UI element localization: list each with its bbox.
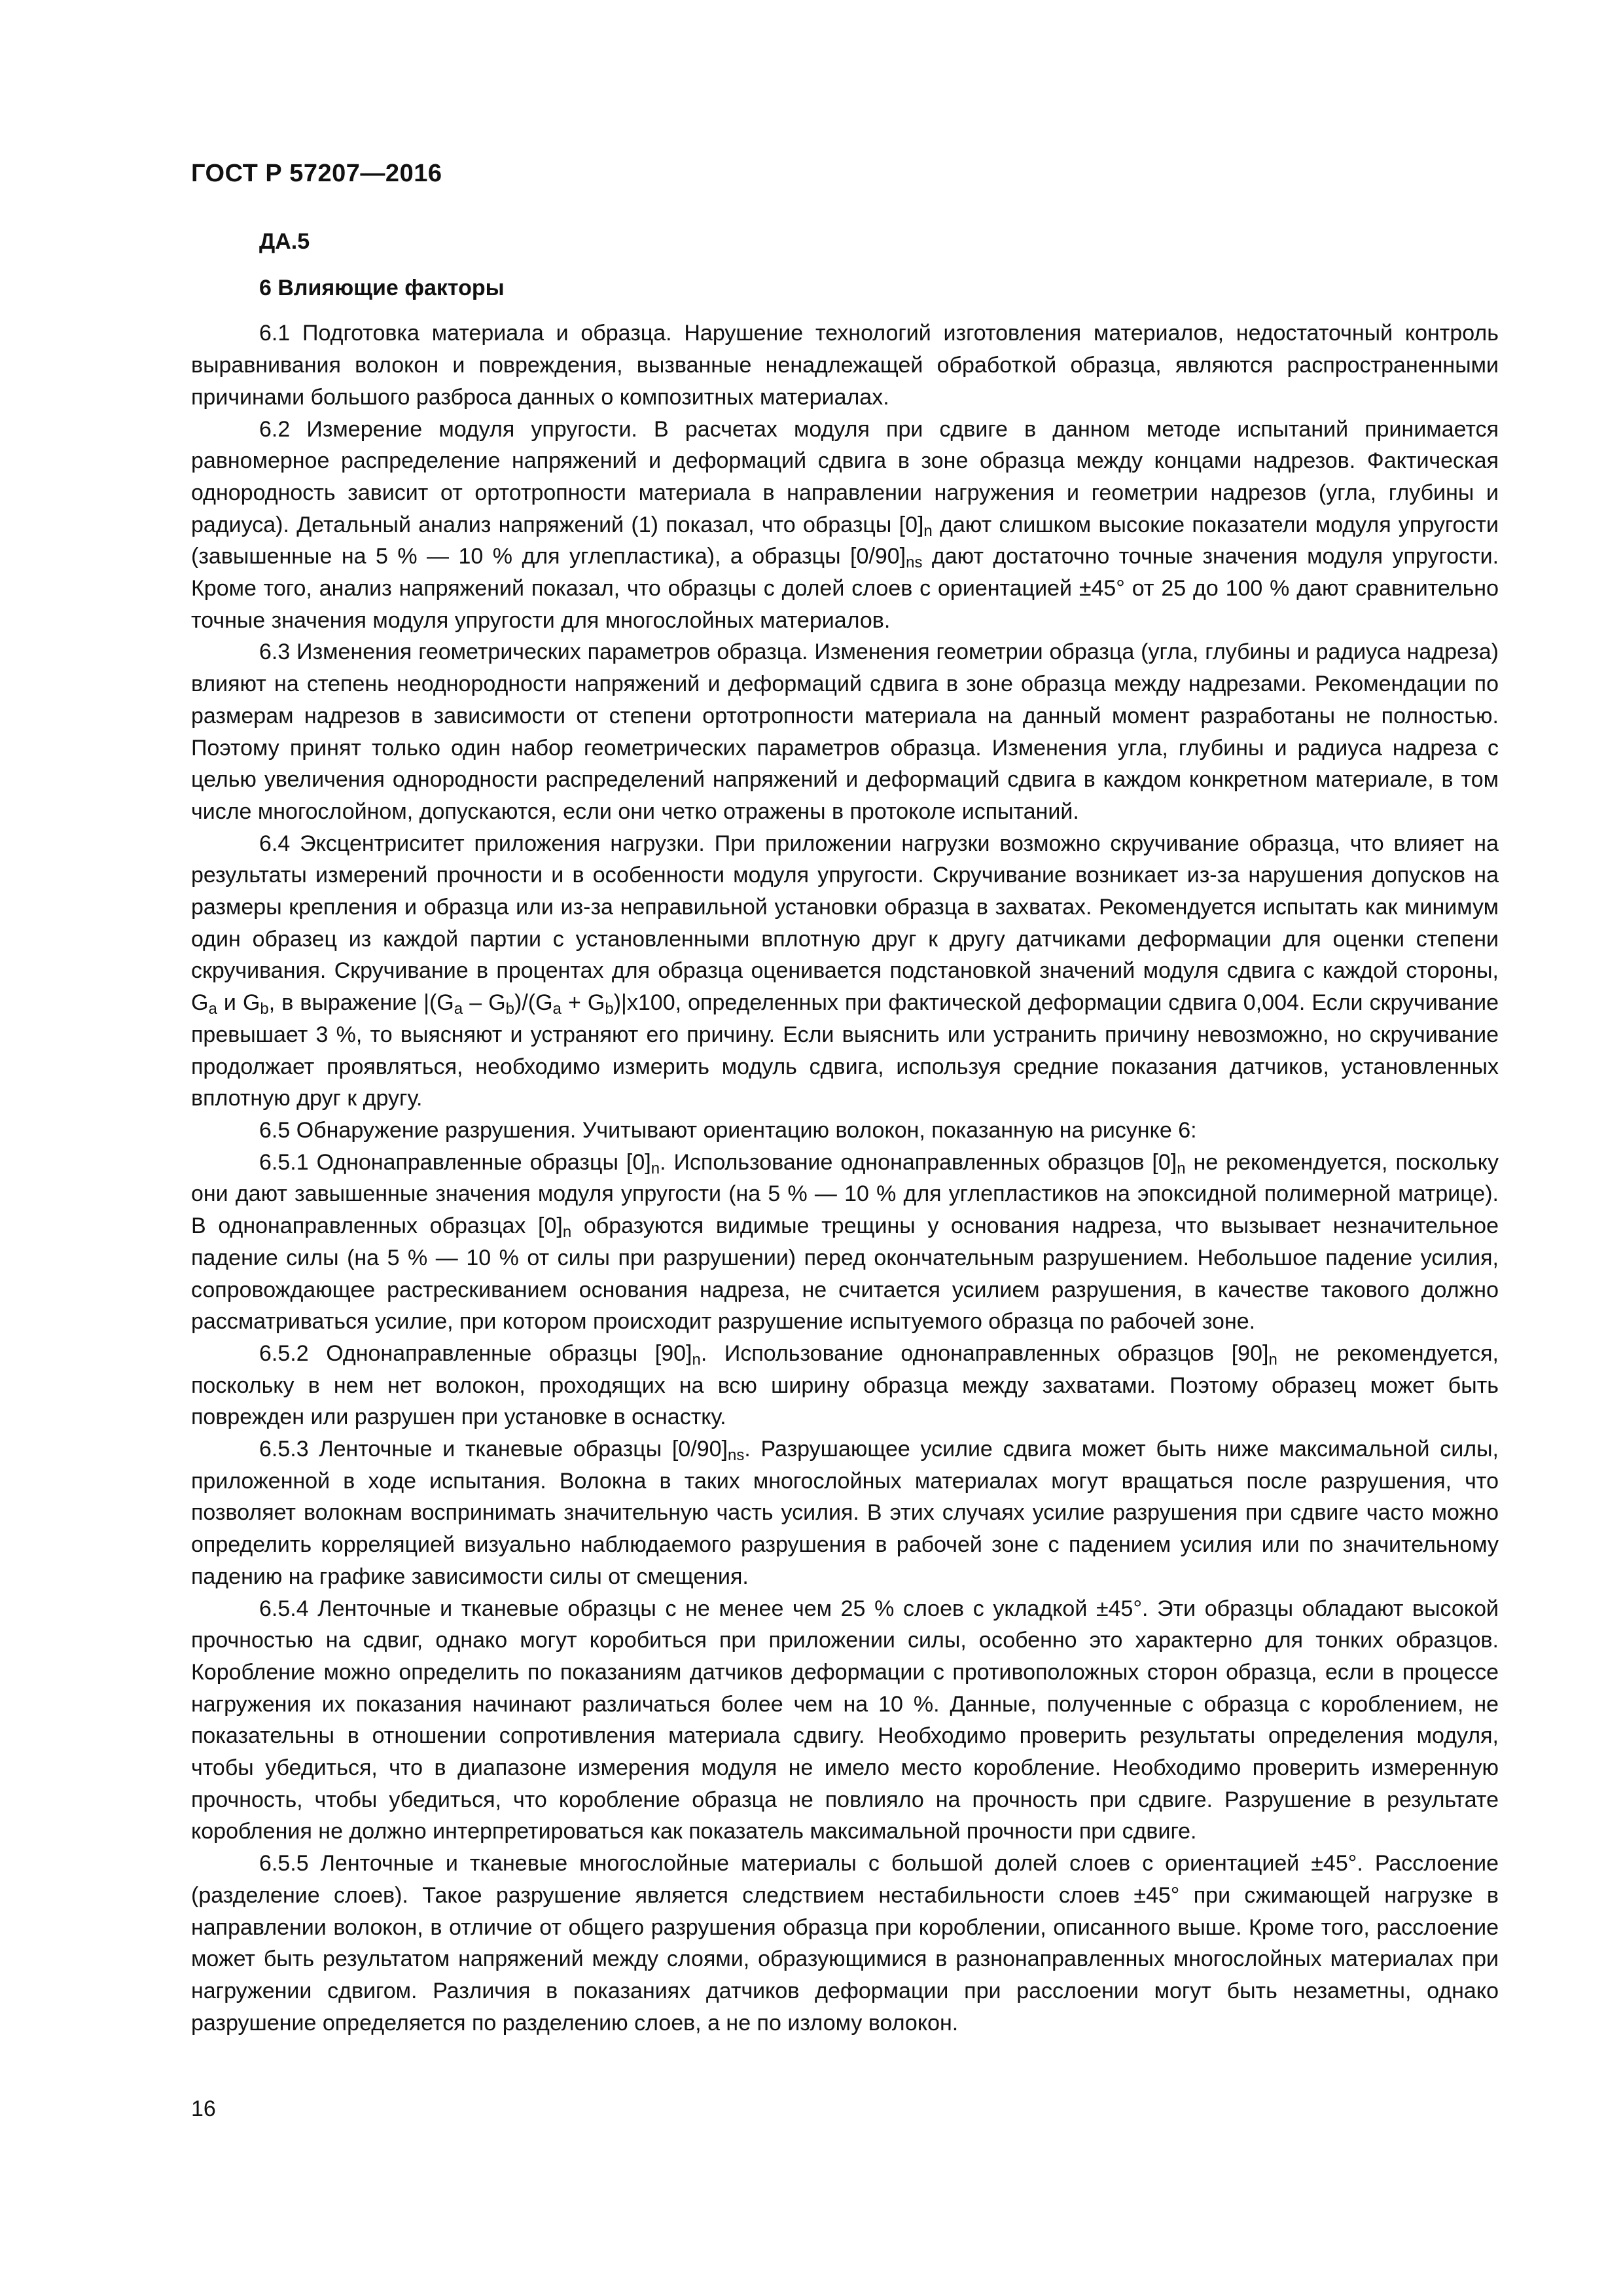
text-run: )/(G (514, 990, 553, 1016)
subscript: n (1177, 1159, 1186, 1177)
paragraph-p-6-1 (191, 317, 1499, 413)
text-run: 6.2 Измерение модуля упругости. В расчетах модуля при сдвиге в данном методе испытаний принимается равномерное распределение напряжений и деформаций сдвига в зоне образца между концами надрезов. Фактическая однородность зависит от ортотропности материала в направлении нагружения и геометрии надрезов (угла, глубины и радиуса). Детальный анализ напряжений (1) показал, что образцы [0] (191, 416, 1499, 537)
subscript: ns (727, 1446, 745, 1465)
text-run: не рекомендуется, поскольку в нем нет волокон, проходящих на всю ширину образца между захватами. Поэтому образец может быть поврежден или разрушен при установке в оснастку. (191, 1340, 1499, 1430)
subscript: n (923, 522, 933, 540)
paragraph-p-6-3 (191, 636, 1499, 827)
paragraph-p-6-5-2 (191, 1338, 1499, 1433)
text-run: . Использование однонаправленных образцов [90] (700, 1340, 1269, 1366)
paragraph-p-6-5-1 (191, 1147, 1499, 1338)
text-run: – G (463, 990, 506, 1016)
text-run: не рекомендуется, поскольку они дают завышенные значения модуля упругости (на 5 % — 10 % для углепластиков на эпоксидной полимерной матрице). В однонаправленных образцах [0] (191, 1149, 1499, 1239)
subscript: ns (906, 554, 923, 572)
subscript: b (260, 1000, 269, 1018)
paragraph-p-6-4 (191, 828, 1499, 1115)
subscript: n (562, 1223, 572, 1242)
subscript: n (651, 1159, 660, 1177)
paragraph-list (191, 317, 1499, 2039)
document-header: ГОСТ Р 57207—2016 (191, 160, 442, 187)
paragraph-p-6-5-4 (191, 1593, 1499, 1848)
text-run: дают достаточно точные значения модуля упругости. Кроме того, анализ напряжений показал, что образцы с долей слоев с ориентацией ±45° от 25 до 100 % дают сравнительно точные значения модуля упругости для многослойных материалов. (191, 544, 1499, 633)
text-run: 6.4 Эксцентриситет приложения нагрузки. При приложении нагрузки возможно скручивание образца, что влияет на результаты измерений прочности и в особенности модуля упругости. Скручивание возникает из-за нарушения допусков на размеры крепления и образца или из-за неправильной установки образца в захватах. Рекомендуется испытать как минимум один образец из каждой партии с установленными вплотную друг к другу датчиками деформации для оценки степени скручивания. Скручивание в процентах для образца оценивается подстановкой значений модуля сдвига с каждой стороны, G (191, 831, 1499, 1016)
section-heading: 6 Влияющие факторы (259, 275, 505, 300)
paragraph-p-6-5-3 (191, 1433, 1499, 1593)
subscript: b (605, 1000, 614, 1018)
appendix-label: ДА.5 (259, 229, 310, 254)
text-run: , в выражение |(G (268, 990, 454, 1016)
subscript: a (552, 1000, 562, 1018)
text-run: 6.1 Подготовка материала и образца. Нарушение технологий изготовления материалов, недостаточный контроль выравнивания волокон и повреждения, вызванные ненадлежащей обработкой образца, являются распространенными причинами большого разброса данных о композитных материалах. (191, 321, 1499, 410)
paragraph-p-6-5-5 (191, 1848, 1499, 2039)
paragraph-p-6-5 (191, 1115, 1499, 1147)
text-run: )|x100, определенных при фактической деформации сдвига 0,004. Если скручивание превышает 3 %, то выясняют и устраняют его причину. Если выяснить или устранить причину невозможно, но скручивание продолжает проявляться, необходимо измерить модуль сдвига, используя средние показания датчиков, установленных вплотную друг к другу. (191, 990, 1499, 1111)
text-run: . Разрушающее усилие сдвига может быть ниже максимальной силы, приложенной в ходе испытания. Волокна в таких многослойных материалах могут вращаться после разрушения, что позволяет волокнам воспринимать значительную часть усилия. В этих случаях усилие разрушения при сдвиге часто можно определить корреляцией визуально наблюдаемого разрушения в рабочей зоне с падением усилия или по значительному падению на графике зависимости силы от смещения. (191, 1437, 1499, 1589)
text-run: + G (561, 990, 605, 1016)
page-number: 16 (191, 2096, 216, 2121)
text-run: дают слишком высокие показатели модуля упругости (завышенные на 5 % — 10 % для углепластика), а образцы [0/90] (191, 512, 1499, 569)
text-run: 6.5.2 Однонаправленные образцы [90] (259, 1340, 692, 1366)
text-run: 6.5 Обнаружение разрушения. Учитывают ориентацию волокон, показанную на рисунке 6: (259, 1117, 1197, 1143)
subscript: a (454, 1000, 463, 1018)
text-run: образуются видимые трещины у основания надреза, что вызывает незначительное падение силы (на 5 % — 10 % от силы при разрушении) перед окончательным разрушением. Небольшое падение усилия, сопровождающее растрескиванием основания надреза, не считается усилием разрушения, в качестве такового должно рассматриваться усилие, при котором происходит разрушение испытуемого образца по рабочей зоне. (191, 1213, 1499, 1335)
subscript: n (1268, 1350, 1277, 1369)
text-run: 6.5.3 Ленточные и тканевые образцы [0/90] (259, 1437, 728, 1462)
text-run: 6.5.1 Однонаправленные образцы [0] (259, 1149, 651, 1175)
subscript: n (692, 1350, 701, 1369)
paragraph-p-6-2 (191, 414, 1499, 637)
text-run: и G (217, 990, 260, 1016)
text-run: 6.5.4 Ленточные и тканевые образцы с не менее чем 25 % слоев с укладкой ±45°. Эти образцы обладают высокой прочностью на сдвиг, однако могут коробиться при приложении силы, особенно это характерно для тонких образцов. Коробление можно определить по показаниям датчиков деформации с противоположных сторон образца, если в процессе нагружения их показания начинают различаться более чем на 10 %. Данные, полученные с образца с короблением, не показательны в отношении сопротивления материала сдвигу. Необходимо проверить результаты определения модуля, чтобы убедиться, что в диапазоне измерения модуля не имело место коробление. Необходимо проверить измеренную прочность, чтобы убедиться, что коробление образца не повлияло на прочность при сдвиге. Разрушение в результате коробления не должно интерпретироваться как показатель максимальной прочности при сдвиге. (191, 1596, 1499, 1844)
text-run: 6.3 Изменения геометрических параметров образца. Изменения геометрии образца (угла, глубины и радиуса надреза) влияют на степень неоднородности напряжений и деформаций сдвига в зоне образца между надрезами. Рекомендации по размерам надрезов в зависимости от степени ортотропности материала на данный момент разработаны не полностью. Поэтому принят только один набор геометрических параметров образца. Изменения угла, глубины и радиуса надреза с целью увеличения однородности распределений напряжений и деформаций сдвига в каждом конкретном материале, в том числе многослойном, допускаются, если они четко отражены в протоколе испытаний. (191, 639, 1499, 824)
text-run: 6.5.5 Ленточные и тканевые многослойные материалы с большой долей слоев с ориентацией ±45°. Расслоение (разделение слоев). Такое разрушение является следствием нестабильности слоев ±45° при сжимающей нагрузке в направлении волокон, в отличие от общего разрушения образца при короблении, описанного выше. Кроме того, расслоение может быть результатом напряжений между слоями, образующимися в разнонаправленных многослойных материалах при нагружении сдвигом. Различия в показаниях датчиков деформации при расслоении могут быть незаметны, однако разрушение определяется по разделению слоев, а не по излому волокон. (191, 1851, 1499, 2036)
text-run: . Использование однонаправленных образцов [0] (660, 1149, 1177, 1175)
document-body (191, 226, 1499, 2039)
subscript: a (208, 1000, 217, 1018)
subscript: b (505, 1000, 514, 1018)
